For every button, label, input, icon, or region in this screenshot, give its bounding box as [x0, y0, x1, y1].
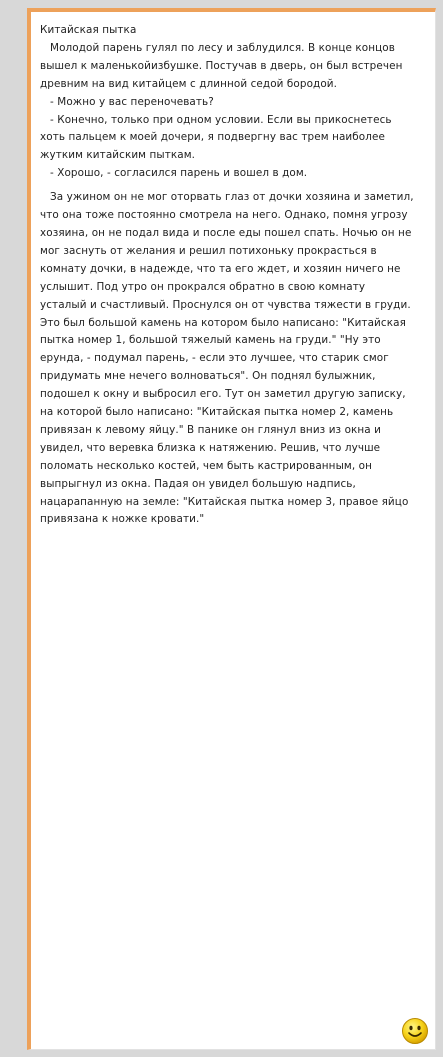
paragraph-agree: - Хорошо, - согласился парень и вошел в дом. — [50, 167, 308, 180]
joke-title: Китайская пытка — [40, 24, 137, 36]
paragraph-question: - Можно у вас переночевать? — [50, 95, 214, 108]
joke-card — [27, 8, 436, 1050]
joke-text — [40, 22, 415, 529]
paragraph-intro: Молодой парень гулял по лесу и заблудился. В конце концов вышел к маленькойизбушке. Постучав в дверь, он был встречен древним на вид китайцем с длинной седой бородой. — [40, 41, 403, 90]
smiley-face-icon — [401, 1017, 429, 1045]
paragraph-condition: - Конечно, только при одном условии. Если вы прикоснетесь хоть пальцем к моей дочери, я подвергну вас трем наиболее жутким китайским пыткам. — [40, 113, 392, 162]
paragraph-main: За ужином он не мог оторвать глаз от дочки хозяина и заметил, что она тоже постоянно смотрела на него. Однако, помня угрозу хозяина, он не подал вида и после еды пошел спать. Ночью он не мог заснуть от желания и решил потихоньку прокрасться в комнату дочки, в надежде, что та его ждет, и хозяин ничего не услышит. Под утро он прокрался обратно в свою комнату усталый и счастливый. Проснулся он от чувства тяжести в груди. Это был большой камень на котором было написано: "Китайская пытка номер 1, большой тяжелый камень на груди." "Ну это ерунда, - подумал парень, - если это лучшее, что старик смог придумать мне нечего волноваться". Он поднял булыжник, подошел к окну и выбросил его. Тут он заметил другую записку, на которой было написано: "Китайская пытка номер 2, камень привязан к левому яйцу." В панике он глянул вниз из окна и увидел, что веревка близка к натяжению. Решив, что лучше поломать несколько костей, чем быть кастрированным, он выпрыгнул из окна. Падая он увидел большую надпись, нацарапанную на земле: "Китайская пытка номер 3, правое яйцо привязана к ножке кровати." — [40, 191, 414, 526]
